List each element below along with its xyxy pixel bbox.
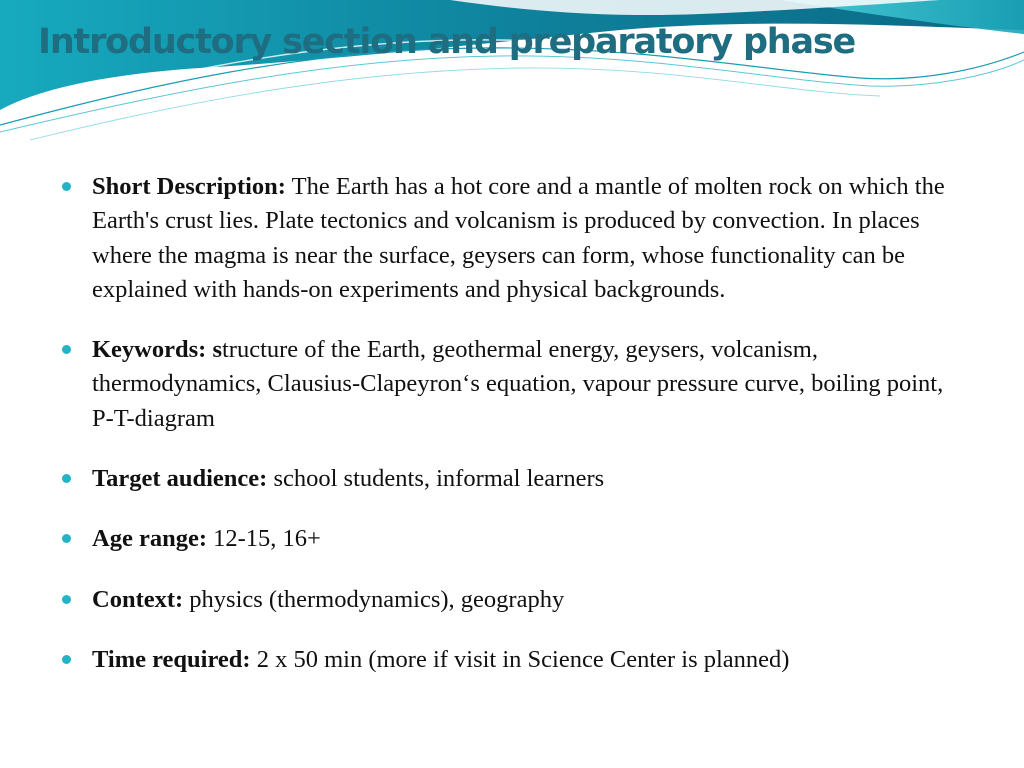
item-text: 12-15, 16+: [206, 525, 321, 553]
item-text: school students, informal learners: [267, 465, 605, 493]
bullet-dot-icon: [62, 474, 71, 483]
list-item: [62, 522, 962, 556]
list-item: [62, 462, 962, 496]
item-text: 2 x 50 min (more if visit in Science Center is planned): [250, 645, 790, 673]
item-text: tructure of the Earth, geothermal energy, geysers, volcanism, thermodynamics, Clausius-Clapeyron‘s equation, vapour pressure curve, boiling point, P-T-diagram: [92, 336, 944, 432]
item-label: Age range:: [92, 525, 207, 553]
list-item: [62, 170, 962, 307]
item-label: Keywords: s: [92, 336, 222, 364]
item-label: Short Description:: [92, 173, 286, 200]
bullet-dot-icon: [62, 182, 71, 191]
list-item: [62, 333, 962, 436]
item-label: Target audience:: [92, 465, 268, 493]
bullet-list: [62, 170, 962, 703]
item-label: Time required:: [92, 645, 251, 673]
bullet-dot-icon: [62, 345, 71, 354]
item-text: physics (thermodynamics), geography: [183, 585, 565, 613]
bullet-dot-icon: [62, 595, 71, 604]
bullet-dot-icon: [62, 655, 71, 664]
slide-title: Introductory section and preparatory phase: [38, 22, 856, 62]
item-text: The Earth has a hot core and a mantle of molten rock on which the Earth's crust lies. Plate tectonics and volcanism is produced by convection. In places where the magma is near the surface, geysers can form, whose functionality can be explained with hands-on experiments and physical backgrounds.: [92, 173, 945, 303]
list-item: [62, 643, 962, 677]
item-label: Context:: [92, 585, 184, 613]
list-item: [62, 583, 962, 617]
bullet-dot-icon: [62, 534, 71, 543]
